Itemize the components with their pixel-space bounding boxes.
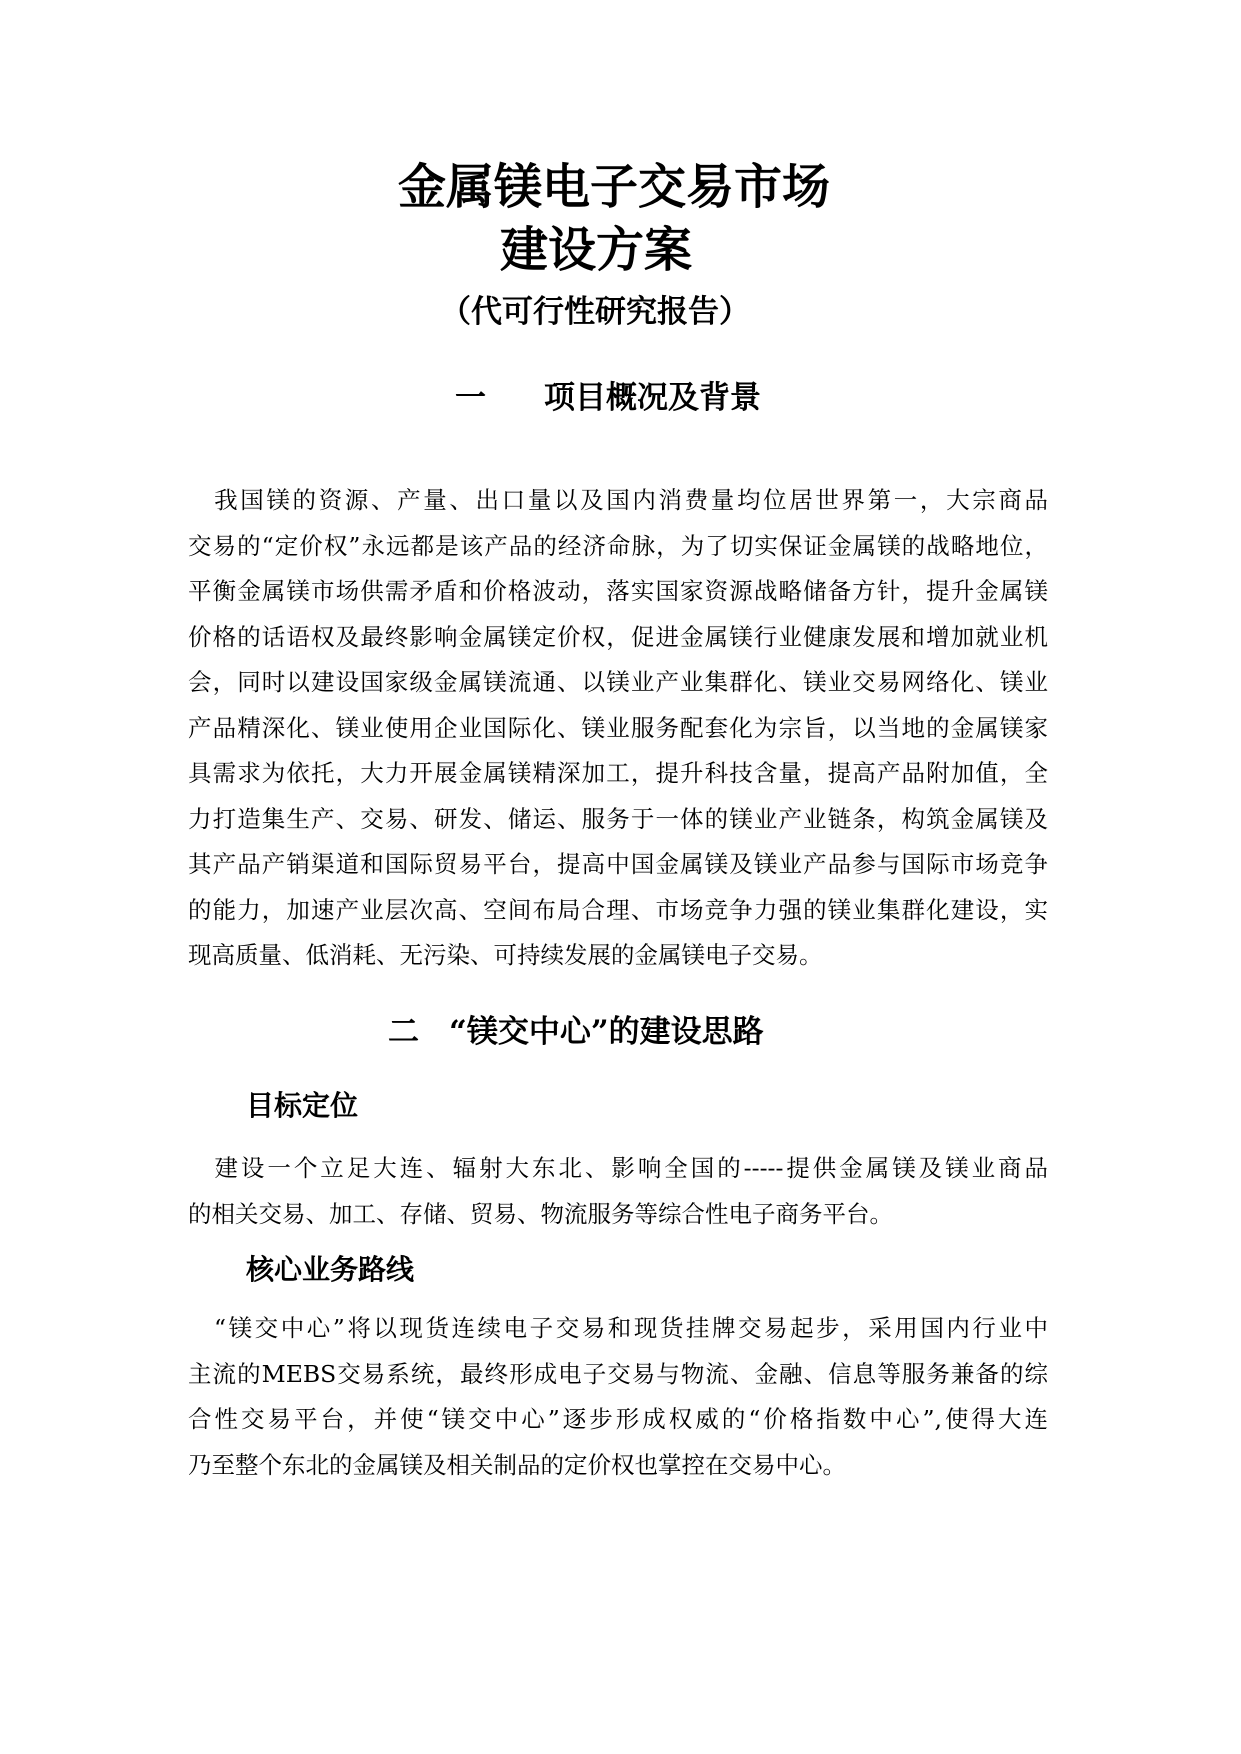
section1-number: 一 (455, 380, 486, 416)
section1-heading-text: 项目概况及背景 (544, 380, 761, 416)
paragraph-line: “镁交中心”将以现货连续电子交易和现货挂牌交易起步，采用国内行业中 (188, 1314, 1048, 1342)
paragraph-line: 价格的话语权及最终影响金属镁定价权，促进金属镁行业健康发展和增加就业机 (188, 622, 1048, 651)
subsection-heading-target: 目标定位 (246, 1089, 359, 1122)
paragraph-line: 建设一个立足大连、辐射大东北、影响全国的-----提供金属镁及镁业商品 (188, 1154, 1048, 1182)
paragraph-line: 我国镁的资源、产量、出口量以及国内消费量均位居世界第一，大宗商品 (188, 486, 1048, 514)
paragraph-line: 的能力，加速产业层次高、空间布局合理、市场竞争力强的镁业集群化建设，实 (188, 895, 1048, 924)
paragraph-line: 乃至整个东北的金属镁及相关制品的定价权也掌控在交易中心。 (188, 1450, 846, 1479)
paragraph-line: 平衡金属镁市场供需矛盾和价格波动，落实国家资源战略储备方针，提升金属镁 (188, 577, 1048, 605)
section1-heading (455, 376, 761, 420)
subsection-core-paragraph (188, 1306, 1048, 1488)
document-title-line2: 建设方案 (500, 222, 693, 278)
section1-paragraph (188, 478, 1048, 979)
section2-heading-text: “镁交中心”的建设思路 (449, 1014, 764, 1050)
paragraph-line: 产品精深化、镁业使用企业国际化、镁业服务配套化为宗旨，以当地的金属镁家 (188, 713, 1048, 742)
section2-number: 二 (388, 1014, 419, 1050)
document-title-line1: 金属镁电子交易市场 (398, 159, 831, 215)
paragraph-line: 力打造集生产、交易、研发、储运、服务于一体的镁业产业链条，构筑金属镁及 (188, 804, 1048, 833)
paragraph-line: 现高质量、低消耗、无污染、可持续发展的金属镁电子交易。 (188, 941, 823, 969)
subsection-heading-core: 核心业务路线 (246, 1253, 415, 1286)
paragraph-line: 交易的“定价权”永远都是该产品的经济命脉，为了切实保证金属镁的战略地位， (188, 531, 1048, 560)
paragraph-line: 合性交易平台，并使“镁交中心”逐步形成权威的“价格指数中心”,使得大连 (188, 1405, 1048, 1433)
paragraph-line: 其产品产销渠道和国际贸易平台，提高中国金属镁及镁业产品参与国际市场竞争 (188, 850, 1048, 878)
paragraph-line: 会，同时以建设国家级金属镁流通、以镁业产业集群化、镁业交易网络化、镁业 (188, 668, 1048, 696)
paragraph-line: 的相关交易、加工、存储、贸易、物流服务等综合性电子商务平台。 (188, 1199, 893, 1228)
section2-heading (388, 1010, 764, 1054)
document-subtitle: （代可行性研究报告） (440, 294, 750, 330)
paragraph-line: 主流的MEBS交易系统，最终形成电子交易与物流、金融、信息等服务兼备的综 (188, 1359, 1048, 1388)
paragraph-line: 具需求为依托，大力开展金属镁精深加工，提升科技含量，提高产品附加值，全 (188, 759, 1048, 787)
subsection-target-paragraph (188, 1146, 1048, 1237)
